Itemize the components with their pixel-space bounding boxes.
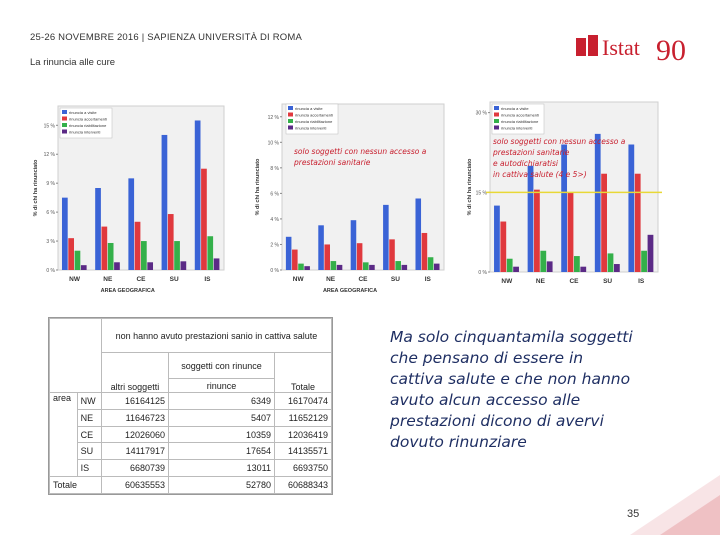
y-tick-label: 4 % xyxy=(270,216,279,223)
bar xyxy=(95,188,101,270)
total-rinunce: 52780 xyxy=(169,477,275,494)
chart-rinuncia-nessun-accesso xyxy=(252,100,448,302)
cell-totale: 11652129 xyxy=(275,409,332,426)
y-tick-label: 8 % xyxy=(270,165,279,172)
legend-label: rinuncia riabilitazione xyxy=(69,123,107,128)
cell-rinunce: 5407 xyxy=(169,409,275,426)
row-area: IS xyxy=(77,460,101,477)
bar xyxy=(574,256,580,272)
cell-rinunce: 10359 xyxy=(169,426,275,443)
legend-swatch xyxy=(62,117,67,121)
bar xyxy=(415,198,421,270)
bar xyxy=(331,261,337,270)
bar xyxy=(195,120,201,270)
corner-decoration xyxy=(630,475,720,540)
col-rinunce: rinunce xyxy=(169,379,275,393)
legend-label: rinuncia interventi xyxy=(69,129,101,135)
legend-swatch xyxy=(494,106,499,110)
chart-annotation: e autodichiaratisi xyxy=(493,159,558,168)
legend-label: rinuncia interventi xyxy=(501,125,533,131)
y-tick-label: 0 % xyxy=(478,270,487,276)
legend-label: rinuncia a visite xyxy=(501,106,529,111)
table-row xyxy=(50,443,332,460)
x-tick-label: SU xyxy=(603,278,613,285)
data-table xyxy=(48,317,333,495)
x-axis-label: AREA GEOGRAFICA xyxy=(100,288,155,294)
y-tick-label: 0 % xyxy=(46,268,55,274)
y-axis-label: % di chi ha rinunciato xyxy=(467,158,473,216)
legend xyxy=(60,108,112,138)
legend-swatch xyxy=(288,113,293,117)
x-tick-label: SU xyxy=(169,276,179,283)
cell-rinunce: 13011 xyxy=(169,460,275,477)
bar xyxy=(608,253,614,272)
bar xyxy=(292,250,298,270)
bar xyxy=(568,192,574,272)
legend xyxy=(492,104,544,134)
row-area: NE xyxy=(77,409,101,426)
bar xyxy=(383,205,389,270)
bar xyxy=(500,222,506,272)
x-tick-label: NE xyxy=(103,276,113,283)
total-altri: 60635553 xyxy=(101,477,168,494)
slide-subtitle: La rinuncia alle cure xyxy=(30,57,116,68)
legend-swatch xyxy=(288,106,293,110)
x-tick-label: CE xyxy=(358,276,368,283)
x-tick-label: CE xyxy=(569,278,579,285)
legend-label: rinuncia riabilitazione xyxy=(501,119,539,124)
y-tick-label: 15 % xyxy=(475,190,487,197)
cell-totale: 6693750 xyxy=(275,460,332,477)
legend-label: rinuncia interventi xyxy=(295,125,327,131)
legend-label: rinuncia accertamenti xyxy=(69,116,108,122)
bar xyxy=(141,241,147,270)
bar xyxy=(101,227,107,270)
x-tick-label: SU xyxy=(390,276,400,283)
cell-altri: 12026060 xyxy=(101,426,168,443)
bar xyxy=(507,259,513,272)
bar xyxy=(62,198,68,270)
bar xyxy=(68,238,74,270)
logo-text: Istat xyxy=(602,35,640,60)
cell-totale: 14135571 xyxy=(275,443,332,460)
y-tick-label: 12 % xyxy=(267,114,279,121)
legend-label: rinuncia riabilitazione xyxy=(295,119,333,124)
bar xyxy=(528,166,534,272)
table-row xyxy=(50,393,332,410)
bar xyxy=(580,267,586,272)
chart-annotation: solo soggetti con nessun accesso a xyxy=(493,137,626,146)
x-tick-label: NW xyxy=(501,278,513,285)
bar xyxy=(534,190,540,272)
y-tick-label: 2 % xyxy=(270,242,279,249)
row-group-label: area xyxy=(50,393,78,477)
total-totale: 60688343 xyxy=(275,477,332,494)
logo-block-icon xyxy=(576,38,586,56)
chart-svg xyxy=(252,100,448,302)
legend-swatch xyxy=(494,119,499,123)
bar xyxy=(635,174,641,272)
bar xyxy=(363,262,369,270)
bar xyxy=(547,261,553,272)
bar xyxy=(207,236,213,270)
logo-block-icon xyxy=(588,35,598,56)
x-tick-label: IS xyxy=(204,276,211,283)
y-tick-label: 30 % xyxy=(475,110,487,117)
bar xyxy=(357,243,363,270)
y-tick-label: 0 % xyxy=(270,268,279,274)
cell-rinunce: 17654 xyxy=(169,443,275,460)
bar xyxy=(298,264,304,270)
bar xyxy=(135,222,141,270)
bar xyxy=(168,214,174,270)
bar xyxy=(351,220,357,270)
cell-altri: 16164125 xyxy=(101,393,168,410)
bar xyxy=(601,174,607,272)
legend-swatch xyxy=(62,130,67,134)
bar xyxy=(428,257,434,270)
bar xyxy=(402,265,408,270)
x-tick-label: NE xyxy=(535,278,545,285)
table-row xyxy=(50,426,332,443)
legend-swatch xyxy=(62,123,67,127)
y-tick-label: 6 % xyxy=(270,191,279,198)
bar xyxy=(614,264,620,272)
y-axis-label: % di chi ha rinunciato xyxy=(255,158,261,216)
bar xyxy=(648,235,654,272)
legend-swatch xyxy=(288,126,293,130)
chart-svg xyxy=(30,100,230,302)
bar xyxy=(181,261,187,270)
y-tick-label: 9 % xyxy=(46,181,55,188)
bar xyxy=(434,264,440,270)
legend-swatch xyxy=(494,113,499,117)
y-tick-label: 12 % xyxy=(43,152,55,159)
row-area: SU xyxy=(77,443,101,460)
total-label: Totale xyxy=(50,477,102,494)
legend-swatch xyxy=(288,119,293,123)
bar xyxy=(494,206,500,272)
bar xyxy=(628,145,634,273)
bar xyxy=(324,244,330,270)
bar xyxy=(81,265,87,270)
y-tick-label: 6 % xyxy=(46,210,55,217)
row-area: NW xyxy=(77,393,101,410)
x-tick-label: IS xyxy=(638,278,645,285)
x-tick-label: IS xyxy=(424,276,431,283)
bar xyxy=(395,261,401,270)
chart-annotation: prestazioni sanitarie xyxy=(294,158,371,167)
cell-altri: 6680739 xyxy=(101,460,168,477)
y-tick-label: 15 % xyxy=(43,123,55,130)
istat-logo xyxy=(574,30,694,70)
logo-number: 90 xyxy=(656,34,686,67)
bar xyxy=(595,134,601,272)
bar xyxy=(128,178,134,270)
bar xyxy=(214,258,220,270)
bar xyxy=(286,237,292,270)
legend xyxy=(286,104,338,134)
bar xyxy=(304,266,310,270)
col-subgroup: soggetti con rinunce xyxy=(169,353,275,379)
bar xyxy=(641,251,647,272)
bar xyxy=(422,233,428,270)
table-row xyxy=(50,409,332,426)
bar xyxy=(147,262,153,270)
chart-annotation: solo soggetti con nessun accesso a xyxy=(294,147,427,156)
bar xyxy=(108,243,114,270)
chart-annotation: prestazioni sanitarie xyxy=(493,148,570,157)
x-tick-label: CE xyxy=(136,276,146,283)
legend-label: rinuncia accertamenti xyxy=(501,112,540,118)
chart-rinuncia-totale xyxy=(30,100,230,302)
cell-totale: 16170474 xyxy=(275,393,332,410)
bar xyxy=(513,267,519,272)
legend-swatch xyxy=(494,126,499,130)
commentary-text: Ma solo cinquantamila soggetti che pensano di essere in cattiva salute e che non hanno avuto alcun accesso alle prestazioni dicono di avervi dovuto rinunziare xyxy=(390,328,633,451)
col-altri: altri soggetti xyxy=(101,353,168,393)
bar xyxy=(540,251,546,272)
bar xyxy=(369,265,375,270)
chart-annotation: in cattiva salute (4 e 5>) xyxy=(493,170,587,179)
y-tick-label: 3 % xyxy=(46,239,55,246)
bar xyxy=(337,265,343,270)
legend-label: rinuncia a visite xyxy=(69,110,97,115)
x-tick-label: NE xyxy=(326,276,336,283)
bar xyxy=(162,135,168,270)
row-area: CE xyxy=(77,426,101,443)
table-row xyxy=(50,460,332,477)
chart-rinuncia-cattiva-salute xyxy=(464,100,664,290)
bar xyxy=(174,241,180,270)
bar xyxy=(75,251,81,270)
chart-svg xyxy=(464,100,664,290)
bar xyxy=(389,239,395,270)
y-axis-label: % di chi ha rinunciato xyxy=(33,159,39,217)
x-tick-label: NW xyxy=(69,276,81,283)
cell-altri: 14117917 xyxy=(101,443,168,460)
col-totale: Totale xyxy=(275,353,332,393)
table-corner xyxy=(50,319,102,393)
cell-totale: 12036419 xyxy=(275,426,332,443)
x-tick-label: NW xyxy=(292,276,304,283)
cell-altri: 11646723 xyxy=(101,409,168,426)
bar xyxy=(114,262,120,270)
bar xyxy=(201,169,207,270)
y-tick-label: 10 % xyxy=(267,140,279,147)
legend-label: rinuncia accertamenti xyxy=(295,112,334,118)
event-header: 25-26 NOVEMBRE 2016 | SAPIENZA UNIVERSITÀ DI ROMA xyxy=(30,32,303,43)
legend-swatch xyxy=(62,110,67,114)
table-total-row xyxy=(50,477,332,494)
legend-label: rinuncia a visite xyxy=(295,106,323,111)
bar xyxy=(318,225,324,270)
bar xyxy=(561,145,567,273)
cell-rinunce: 6349 xyxy=(169,393,275,410)
table-header-group: non hanno avuto prestazioni sanio in cattiva salute xyxy=(101,319,331,353)
x-axis-label: AREA GEOGRAFICA xyxy=(322,288,378,294)
page-number: 35 xyxy=(627,508,640,520)
